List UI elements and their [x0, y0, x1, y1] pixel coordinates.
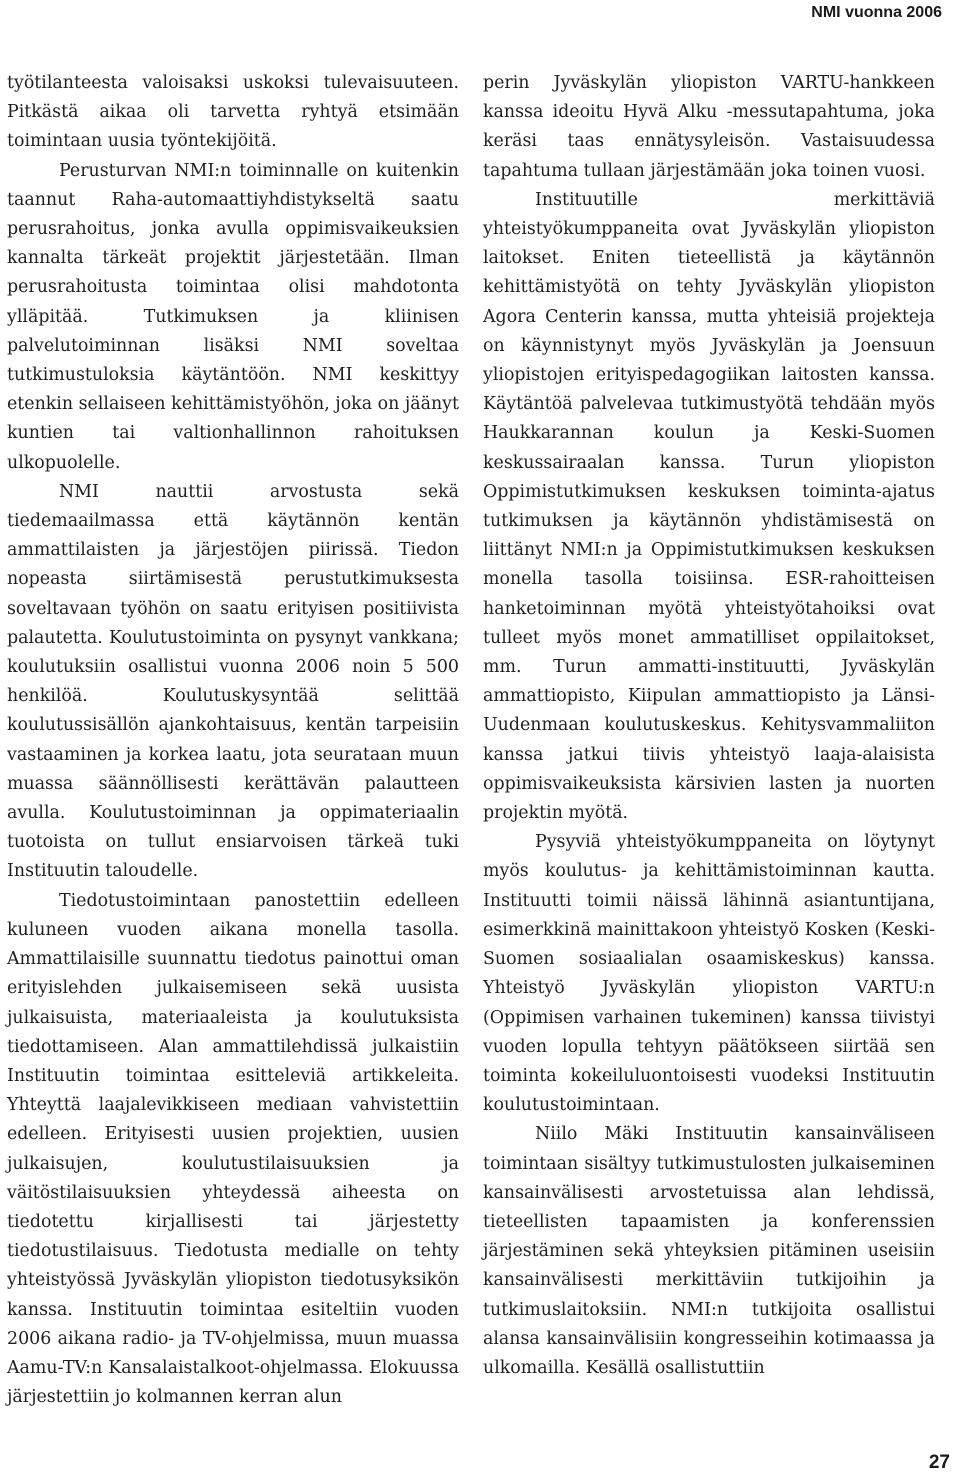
paragraph: perin Jyväskylän yliopiston VARTU-hankkeen kanssa ideoitu Hyvä Alku -messutapahtuma, joka keräsi taas ennätysyleisön. Vastaisuudessa tapahtuma tullaan järjestämään joka toinen vuosi. [483, 73, 935, 181]
running-header: NMI vuonna 2006 [811, 4, 942, 21]
paragraph: Pysyviä yhteistyökumppaneita on löytynyt myös koulutus- ja kehittämistoiminnan kautta. Instituutti toimii näissä lähinnä asiantuntijana, esimerkkinä mainittakoon yhteistyö Kosken (Keski-Suomen sosiaalialan osaamiskeskus) kanssa. Yhteistyö Jyväskylän yliopiston VARTU:n (Oppimisen varhainen tukeminen) kanssa tiivistyi vuoden lopulla tehtyyn päätökseen siirtää sen toiminta kokeiluluontoisesti vuodeksi Instituutin koulutustoimintaan. [483, 832, 935, 1116]
paragraph: Tiedotustoimintaan panostettiin edelleen kuluneen vuoden aikana monella tasolla. Ammattilaisille suunnattu tiedotus painottui oman erityislehden julkaisemiseen sekä uusista julkaisuista, materiaaleista ja koulutuksista tiedottamiseen. Alan ammattilehdissä julkaistiin Instituutin toimintaa esitteleviä artikkeleita. Yhteyttä laajalevikkiseen mediaan vahvistettiin edelleen. Erityisesti uusien projektien, uusien julkaisujen, koulutustilaisuuksien ja väitöstilaisuuksien yhteydessä aiheesta on tiedotettu kirjallisesti tai järjestetty tiedotustilaisuus. Tiedotusta medialle on tehty yhteistyössä Jyväskylän yliopiston tiedotusyksikön kanssa. Instituutin toimintaa esiteltiin vuoden 2006 aikana radio- ja TV-ohjelmissa, muun muassa Aamu-TV:n Kansalaistalkoot-ohjelmassa. Elokuussa järjestettiin jo kolmannen kerran alun [7, 890, 459, 1408]
page-number: 27 [928, 1452, 950, 1473]
paragraph: Niilo Mäki Instituutin kansainväliseen toimintaan sisältyy tutkimustulosten julkaiseminen kansainvälisesti arvostetuissa alan lehdissä, tieteellisten tapaamisten ja konferenssien järjestäminen sekä yhteyksien pitäminen useisiin kansainvälisesti merkittäviin tutkijoihin ja tutkimuslaitoksiin. NMI:n tutkijoita osallistui alansa kansainvälisiin kongresseihin kotimaassa ja ulkomailla. Kesällä osallistuttiin [483, 1124, 935, 1378]
paragraph: työtilanteesta valoisaksi uskoksi tulevaisuuteen. Pitkästä aikaa oli tarvetta ryhtyä etsimään toimintaan uusia työntekijöitä. [7, 73, 459, 152]
paragraph: NMI nauttii arvostusta sekä tiedemaailmassa että käytännön kentän ammattilaisten ja järjestöjen piirissä. Tiedon nopeasta siirtämisestä perustutkimuksesta soveltavaan työhön on saatu erityisen positiivista palautetta. Koulutustoiminta on pysynyt vankkana; koulutuksiin osallistui vuonna 2006 noin 5 500 henkilöä. Koulutuskysyntää selittää koulutussisällön ajankohtaisuus, kentän tarpeisiin vastaaminen ja korkea laatu, jota seurataan muun muassa säännöllisesti kerättävän palautteen avulla. Koulutustoiminnan ja oppimateriaalin tuotoista on tullut ensiarvoisen tärkeä tuki Instituutin taloudelle. [7, 481, 459, 882]
left-column [7, 69, 459, 1412]
right-column [483, 69, 935, 1383]
paragraph: Instituutille merkittäviä yhteistyökumppaneita ovat Jyväskylän yliopiston laitokset. Eniten tieteellistä ja käytännön kehittämistyötä on tehty Jyväskylän yliopiston Agora Centerin kanssa, mutta yhteisiä projekteja on käynnistynyt myös Jyväskylän ja Joensuun yliopistojen erityispedagogiikan laitosten kanssa. Käytäntöä palvelevaa tutkimustyötä tehdään myös Haukkarannan koulun ja Keski-Suomen keskussairaalan kanssa. Turun yliopiston Oppimistutkimuksen keskuksen toiminta-ajatus tutkimuksen ja käytännön yhdistämisestä on liittänyt NMI:n ja Oppimistutkimuksen keskuksen monella tasolla toisiinsa. ESR-rahoitteisen hanketoiminnan myötä yhteistyötahoiksi ovat tulleet myös monet ammatilliset oppilaitokset, mm. Turun ammatti-instituutti, Jyväskylän ammattiopisto, Kiipulan ammattiopisto ja Länsi-Uudenmaan koulutuskeskus. Kehitysvammaliiton kanssa jatkui tiivis yhteistyö laaja-alaisista oppimisvaikeuksista kärsivien lasten ja nuorten projektin myötä. [483, 189, 935, 824]
paragraph: Perusturvan NMI:n toiminnalle on kuitenkin taannut Raha-automaattiyhdistykseltä saatu perusrahoitus, jonka avulla oppimisvaikeuksien kannalta tärkeät projektit järjestetään. Ilman perusrahoitusta toimintaa olisi mahdotonta ylläpitää. Tutkimuksen ja kliinisen palvelutoiminnan lisäksi NMI soveltaa tutkimustuloksia käytäntöön. NMI keskittyy etenkin sellaiseen kehittämistyöhön, joka on jäänyt kuntien tai valtionhallinnon rahoituksen ulkopuolelle. [7, 160, 459, 473]
